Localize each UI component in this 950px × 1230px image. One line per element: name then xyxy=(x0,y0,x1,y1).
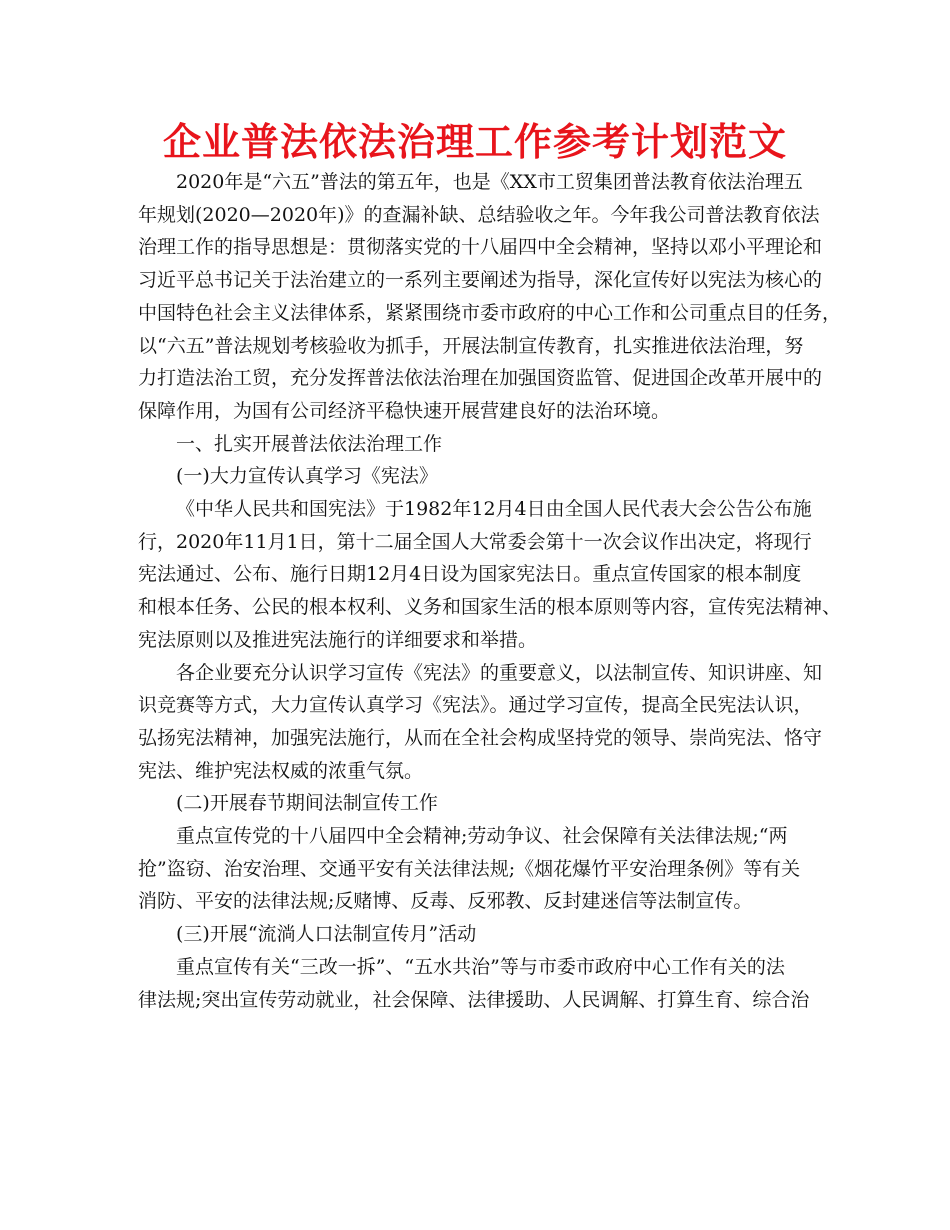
text-line: 力打造法治工贸，充分发挥普法依法治理在加强国资监管、促进国企改革开展中的 xyxy=(138,367,823,390)
text-line: 一、扎实开展普法依法治理工作 xyxy=(176,432,443,455)
text-line: 治理工作的指导思想是：贯彻落实党的十八届四中全会精神，坚持以邓小平理论和 xyxy=(138,236,823,259)
text-line: 习近平总书记关于法治建立的一系列主要阐述为指导，深化宣传好以宪法为核心的 xyxy=(138,269,823,292)
text-line: 《中华人民共和国宪法》于1982年12月4日由全国人民代表大会公告公布施 xyxy=(176,498,812,521)
text-line: 和根本任务、公民的根本权利、义务和国家生活的根本原则等内容，宣传宪法精神、 xyxy=(138,596,842,619)
paragraph xyxy=(138,820,814,918)
text-line: 保障作用，为国有公司经济平稳快速开展营建良好的法治环境。 xyxy=(138,399,671,422)
paragraph xyxy=(138,460,814,493)
text-line: 宪法原则以及推进宪法施行的详细要求和举措。 xyxy=(138,628,538,651)
text-line: 行，2020年11月1日，第十二届全国人大常委会第十一次会议作出决定，将现行 xyxy=(138,530,812,553)
text-line: 以“六五”普法规划考核验收为抓手，开展法制宣传教育，扎实推进依法治理，努 xyxy=(138,334,804,357)
paragraph xyxy=(138,787,814,820)
paragraph xyxy=(138,166,842,428)
text-line: 中国特色社会主义法律体系，紧紧围绕市委市政府的中心工作和公司重点目的任务， xyxy=(138,301,842,324)
text-line: (三)开展“流淌人口法制宣传月”活动 xyxy=(176,923,477,946)
paragraph xyxy=(138,657,823,788)
text-line: 识竞赛等方式，大力宣传认真学习《宪法》。通过学习宣传，提高全民宪法认识， xyxy=(138,694,813,717)
paragraph xyxy=(138,918,814,951)
text-line: 年规划(2020—2020年)》的查漏补缺、总结验收之年。今年我公司普法教育依法 xyxy=(138,203,820,226)
text-line: 消防、平安的法律法规;反赌博、反毒、反邪教、反封建迷信等法制宣传。 xyxy=(138,890,753,913)
text-line: 各企业要充分认识学习宣传《宪法》的重要意义，以法制宣传、知识讲座、知 xyxy=(176,661,823,684)
text-line: 律法规;突出宣传劳动就业，社会保障、法律援助、人民调解、打算生育、综合治 xyxy=(138,988,810,1011)
document-body xyxy=(138,166,842,1016)
paragraph xyxy=(138,493,842,657)
text-line: 宪法通过、公布、施行日期12月4日设为国家宪法日。重点宣传国家的根本制度 xyxy=(138,563,802,586)
text-line: (一)大力宣传认真学习《宪法》 xyxy=(176,465,438,488)
text-line: 弘扬宪法精神，加强宪法施行，从而在全社会构成坚持党的领导、崇尚宪法、恪守 xyxy=(138,726,823,749)
paragraph xyxy=(138,951,814,1016)
paragraph xyxy=(138,428,814,461)
text-line: (二)开展春节期间法制宣传工作 xyxy=(176,792,438,815)
text-line: 2020年是“六五”普法的第五年，也是《XX市工贸集团普法教育依法治理五 xyxy=(176,171,803,193)
text-line: 宪法、维护宪法权威的浓重气氛。 xyxy=(138,759,424,782)
text-line: 重点宣传党的十八届四中全会精神;劳动争议、社会保障有关法律法规;“两 xyxy=(176,825,788,848)
text-line: 抢”盗窃、治安治理、交通平安有关法律法规;《烟花爆竹平安治理条例》等有关 xyxy=(138,857,801,880)
document-title: 企业普法依法治理工作参考计划范文 xyxy=(162,120,787,164)
text-line: 重点宣传有关“三改一拆”、“五水共治”等与市委市政府中心工作有关的法 xyxy=(176,955,785,978)
